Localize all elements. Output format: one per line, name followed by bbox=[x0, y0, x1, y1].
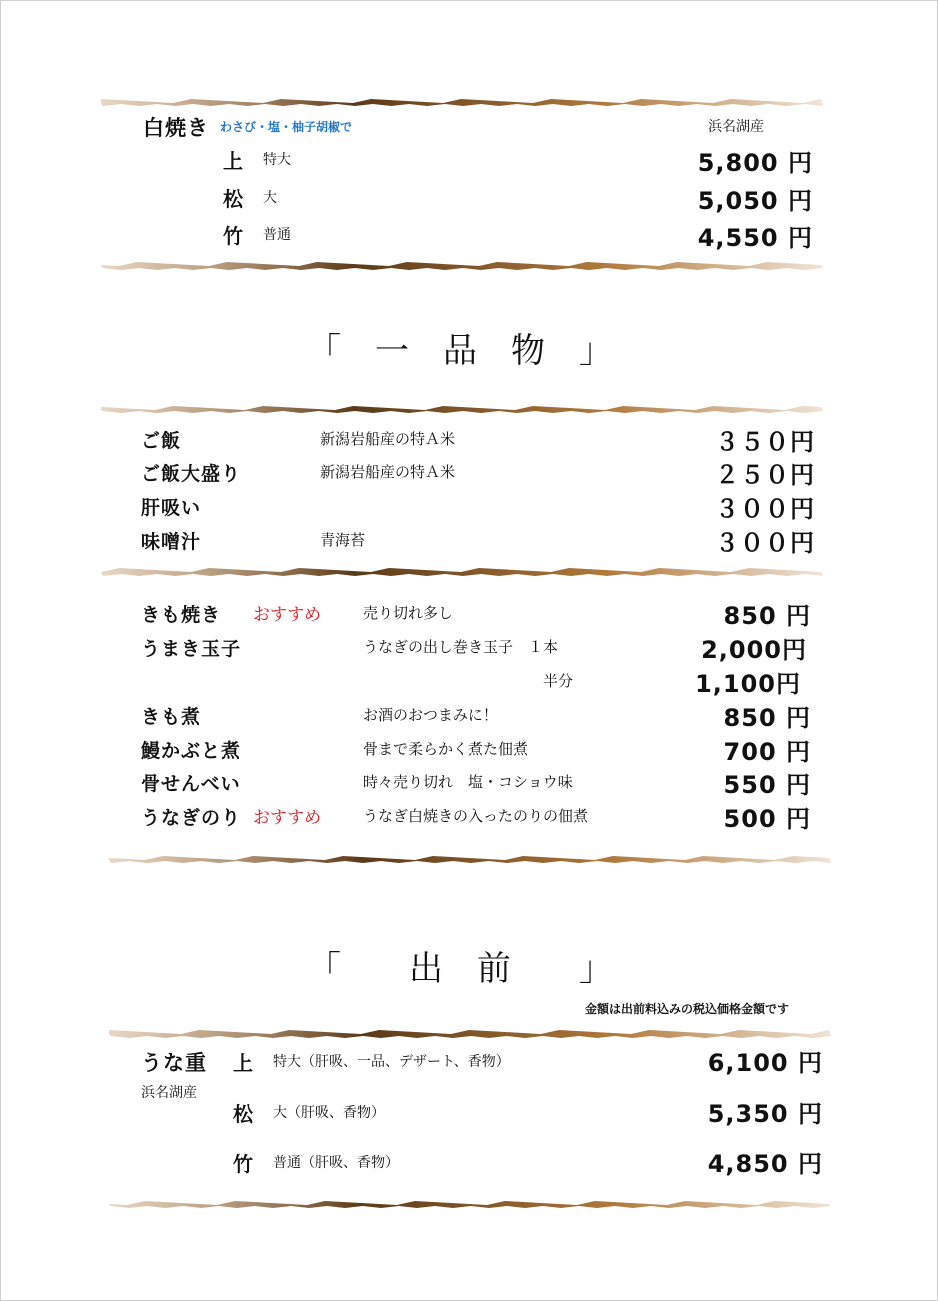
menu-item-desc: 新潟岩船産の特Ａ米 bbox=[320, 430, 456, 448]
price: 4,850 円 bbox=[707, 1150, 823, 1178]
menu-item-desc: お酒のおつまみに！ bbox=[363, 706, 498, 724]
brush-divider bbox=[101, 403, 823, 415]
menu-item-desc: 時々売り切れ 塩・コショウ味 bbox=[363, 773, 573, 791]
price: 1,100円 bbox=[695, 670, 801, 698]
menu-item-name: ご飯大盛り bbox=[141, 463, 242, 485]
grade-jo: 上 bbox=[223, 149, 243, 173]
price: ３００円 bbox=[715, 495, 815, 523]
price: 850 円 bbox=[723, 704, 811, 732]
price: 700 円 bbox=[723, 738, 811, 766]
menu-item-name: 肝吸い bbox=[141, 497, 202, 519]
menu-item-name: 味噌汁 bbox=[141, 531, 202, 553]
delivery-note: 金額は出前料込みの税込価格金額です bbox=[585, 1002, 790, 1016]
menu-item-desc: 売り切れ多し bbox=[363, 604, 454, 622]
brush-divider bbox=[109, 1027, 831, 1039]
grade-matsu: 松 bbox=[233, 1102, 253, 1126]
price: 5,350 円 bbox=[707, 1100, 823, 1128]
price: ２５０円 bbox=[715, 461, 815, 489]
grade-take: 竹 bbox=[223, 224, 243, 248]
menu-item-desc: 骨まで柔らかく煮た佃煮 bbox=[363, 740, 529, 758]
brush-divider bbox=[109, 1198, 831, 1210]
menu-item-name: 骨せんべい bbox=[141, 773, 241, 795]
price: 5,800 円 bbox=[697, 149, 813, 177]
unaju-title: うな重 bbox=[141, 1051, 207, 1075]
unaju-desc: 大（肝吸、香物） bbox=[273, 1105, 385, 1121]
origin-label: 浜名湖産 bbox=[708, 119, 764, 135]
price: 5,050 円 bbox=[697, 187, 813, 215]
price: ３５０円 bbox=[715, 428, 815, 456]
brush-divider bbox=[101, 565, 823, 577]
menu-item-desc: うなぎの出し巻き玉子 １本 bbox=[363, 638, 559, 656]
size-label: 特大 bbox=[263, 152, 291, 168]
menu-item-name: うなぎのり bbox=[141, 807, 242, 829]
price: 850 円 bbox=[723, 602, 811, 630]
price: 6,100 円 bbox=[707, 1049, 823, 1077]
shirayaki-title: 白焼き bbox=[143, 116, 209, 140]
demae-heading: 「 出 前 」 bbox=[307, 949, 613, 989]
menu-item-desc: うなぎ白焼きの入ったのりの佃煮 bbox=[363, 807, 589, 825]
price: 500 円 bbox=[723, 805, 811, 833]
grade-matsu: 松 bbox=[223, 187, 243, 211]
menu-item-desc: 青海苔 bbox=[320, 531, 366, 549]
menu-item-name: きも焼き bbox=[141, 604, 222, 626]
size-label: 大 bbox=[263, 190, 277, 206]
origin-label: 浜名湖産 bbox=[141, 1085, 197, 1101]
menu-item-name: きも煮 bbox=[141, 706, 202, 728]
recommend-tag: おすすめ bbox=[253, 808, 322, 828]
grade-take: 竹 bbox=[233, 1152, 253, 1176]
size-label: 普通 bbox=[263, 227, 291, 243]
menu-item-desc: 半分 bbox=[543, 672, 574, 690]
brush-divider bbox=[109, 853, 831, 865]
menu-item-name: ご飯 bbox=[141, 430, 182, 452]
menu-item-name: 鰻かぶと煮 bbox=[141, 740, 242, 762]
menu-item-desc: 新潟岩船産の特Ａ米 bbox=[320, 463, 456, 481]
ippinmono-heading: 「 一 品 物 」 bbox=[307, 331, 613, 371]
price: 2,000円 bbox=[701, 636, 807, 664]
unaju-desc: 普通（肝吸、香物） bbox=[273, 1155, 399, 1171]
recommend-tag: おすすめ bbox=[253, 605, 322, 625]
price: 4,550 円 bbox=[697, 224, 813, 252]
price: ３００円 bbox=[715, 529, 815, 557]
grade-jo: 上 bbox=[233, 1051, 253, 1075]
menu-item-name: うまき玉子 bbox=[141, 638, 242, 660]
unaju-desc: 特大（肝吸、一品、デザート、香物） bbox=[273, 1054, 510, 1070]
brush-divider bbox=[101, 259, 823, 271]
brush-divider bbox=[101, 96, 823, 108]
shirayaki-note: わさび・塩・柚子胡椒で bbox=[220, 120, 353, 134]
price: 550 円 bbox=[723, 771, 811, 799]
